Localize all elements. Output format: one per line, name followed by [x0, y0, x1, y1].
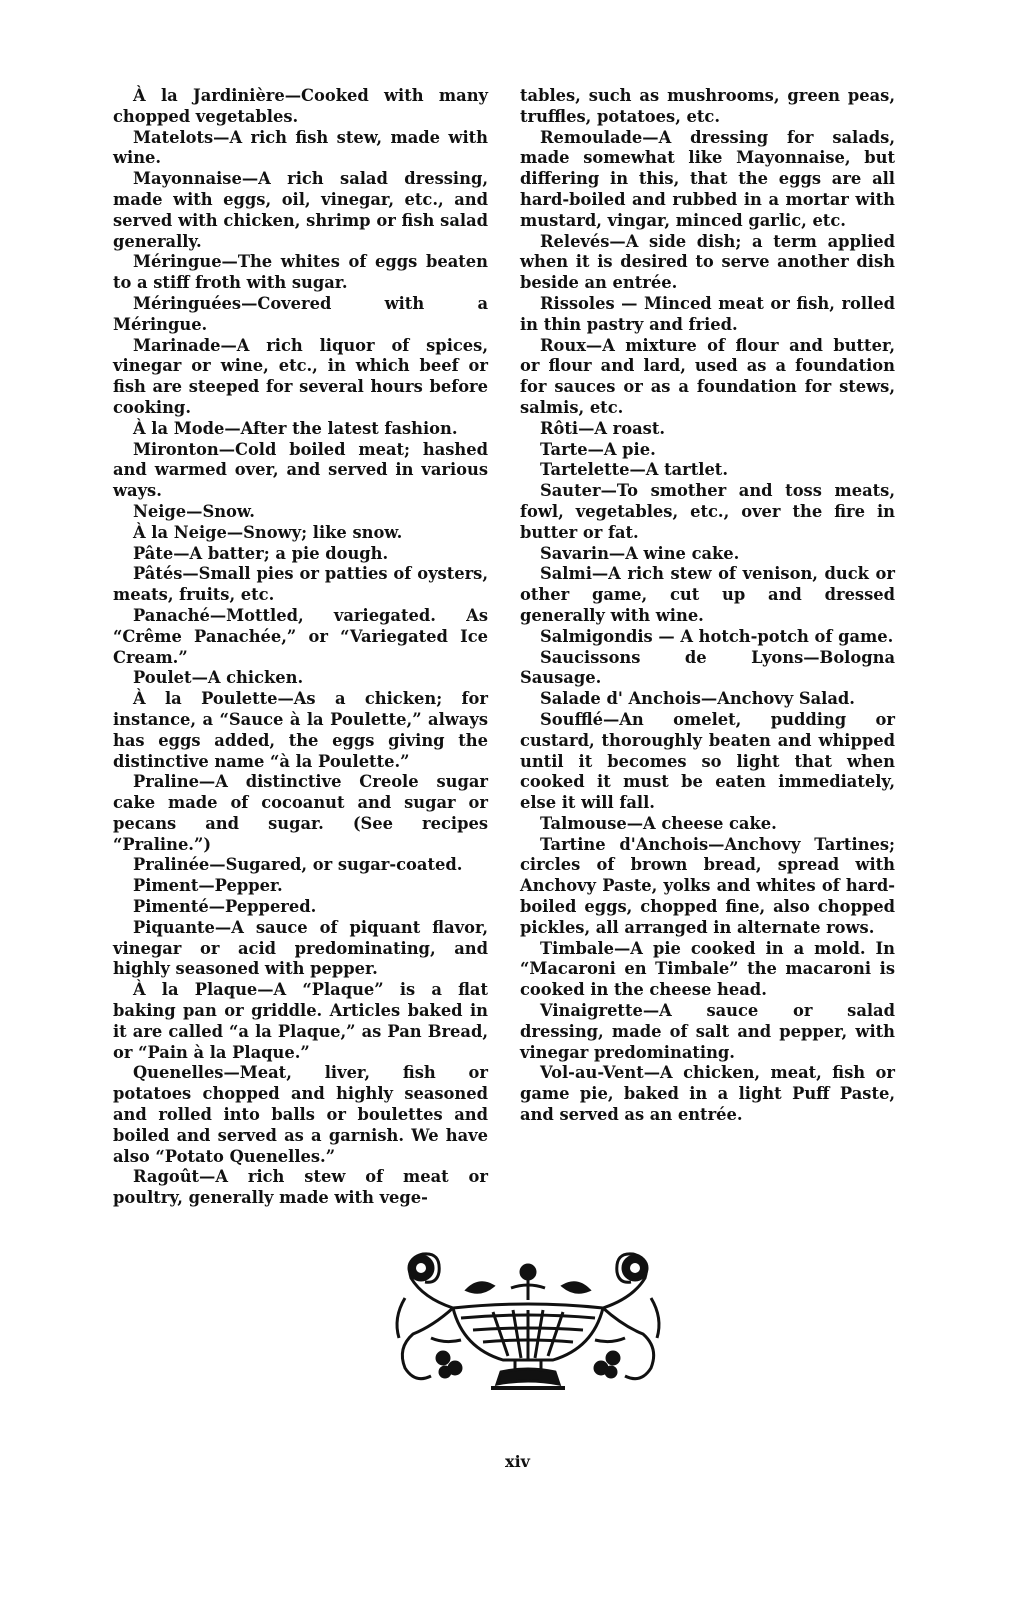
glossary-entry: Méringue—The whites of eggs beaten to a stiff froth with sugar. [113, 252, 488, 293]
glossary-entry: Soufflé—An omelet, pudding or custard, thoroughly beaten and whipped until it becomes so light that when cooked it must be eaten immediately, else it will fall. [520, 709, 895, 813]
glossary-entry: Savarin—A wine cake. [540, 543, 740, 563]
glossary-entry: À la Poulette—As a chicken; for instance, a “Sauce à la Poulette,” always has eggs added, the eggs giving the distinctive name “à la Poulette.” [113, 689, 488, 771]
glossary-entry: Sauter—To smother and toss meats, fowl, vegetables, etc., over the fire in butter or fat. [520, 481, 895, 542]
glossary-entry: Salade d' Anchois—Anchovy Salad. [540, 689, 855, 709]
glossary-entry: Rissoles — Minced meat or fish, rolled in thin pastry and fried. [520, 293, 895, 334]
glossary-entry: Poulet—A chicken. [133, 668, 304, 688]
glossary-entry: Salmi—A rich stew of venison, duck or other game, cut up and dressed generally with wine. [520, 564, 895, 625]
glossary-entry: Matelots—A rich fish stew, made with wine. [113, 127, 488, 168]
glossary-entry: Tarte—A pie. [540, 439, 656, 459]
glossary-entry: Rôti—A roast. [540, 418, 666, 438]
glossary-entry: Marinade—A rich liquor of spices, vinegar or wine, etc., in which beef or fish are steeped for several hours before cooking. [113, 335, 488, 417]
glossary-entry: Relevés—A side dish; a term applied when it is desired to serve another dish beside an entrée. [520, 231, 895, 293]
glossary-entry: À la Jardinière—Cooked with many chopped vegetables. [113, 86, 488, 126]
glossary-entry: Tartelette—A tartlet. [540, 460, 728, 480]
glossary-entry: Salmigondis — A hotch-potch of game. [540, 626, 894, 646]
glossary-entry: Talmouse—A cheese cake. [540, 813, 777, 833]
glossary-entry: Pâte—A batter; a pie dough. [133, 543, 389, 563]
glossary-entry: À la Mode—After the latest fashion. [133, 418, 458, 438]
glossary-entry: Tartine d'Anchois—Anchovy Tartines; circles of brown bread, spread with Anchovy Paste, yolks and whites of hard-boiled eggs, chopped fine, also chopped pickles, all arranged in alternate rows. [520, 834, 895, 937]
glossary-entry: Mayonnaise—A rich salad dressing, made with eggs, oil, vinegar, etc., and served with chicken, shrimp or fish salad generally. [113, 169, 488, 251]
glossary-entry: Piment—Pepper. [133, 876, 283, 896]
glossary-entry: Pâtés—Small pies or patties of oysters, meats, fruits, etc. [113, 564, 488, 605]
glossary-entry: Neige—Snow. [133, 501, 255, 521]
glossary-entry: Quenelles—Meat, liver, fish or potatoes chopped and highly seasoned and rolled into balls or boulettes and boiled and served as a garnish. We have also “Potato Quenelles.” [113, 1063, 488, 1166]
glossary-entry: tables, such as mushrooms, green peas, truffles, potatoes, etc. [520, 86, 895, 126]
page-number: xiv [505, 1452, 530, 1471]
right-column [520, 86, 895, 1126]
glossary-entry: Saucissons de Lyons—Bologna Sausage. [520, 647, 895, 688]
glossary-entry: Piquante—A sauce of piquant flavor, vinegar or acid predominating, and highly seasoned with pepper. [113, 917, 488, 979]
glossary-entry: À la Plaque—A “Plaque” is a flat baking pan or griddle. Articles baked in it are called “a la Plaque,” as Pan Bread, or “Pain à la Plaque.” [113, 980, 488, 1062]
glossary-entry: Mironton—Cold boiled meat; hashed and warmed over, and served in various ways. [113, 439, 488, 501]
glossary-entry: Vinaigrette—A sauce or salad dressing, made of salt and pepper, with vinegar predominating. [520, 1001, 895, 1062]
glossary-entry: Pralinée—Sugared, or sugar-coated. [133, 855, 463, 875]
glossary-entry: Remoulade—A dressing for salads, made somewhat like Mayonnaise, but differing in this, that the eggs are all hard-boiled and rubbed in a mortar with mustard, vingar, minced garlic, etc. [520, 127, 895, 230]
glossary-entry: Pimenté—Peppered. [133, 897, 317, 917]
glossary-entry: Roux—A mixture of flour and butter, or flour and lard, used as a foundation for sauces or as a foundation for stews, salmis, etc. [520, 335, 895, 417]
glossary-entry: Vol-au-Vent—A chicken, meat, fish or game pie, baked in a light Puff Paste, and served as an entrée. [520, 1063, 895, 1125]
left-column [113, 86, 488, 1209]
urn-ornament-icon [383, 1238, 673, 1408]
glossary-entry: Méringuées—Covered with a Méringue. [113, 293, 488, 334]
glossary-entry: À la Neige—Snowy; like snow. [133, 522, 403, 542]
glossary-entry: Praline—A distinctive Creole sugar cake made of cocoanut and sugar or pecans and sugar. (See recipes “Praline.”) [113, 772, 488, 854]
glossary-entry: Timbale—A pie cooked in a mold. In “Macaroni en Timbale” the macaroni is cooked in the cheese head. [520, 938, 895, 1000]
glossary-entry: Panaché—Mottled, variegated. As “Crême Panachée,” or “Variegated Ice Cream.” [113, 605, 488, 667]
glossary-entry: Ragoût—A rich stew of meat or poultry, generally made with vege- [113, 1167, 488, 1208]
